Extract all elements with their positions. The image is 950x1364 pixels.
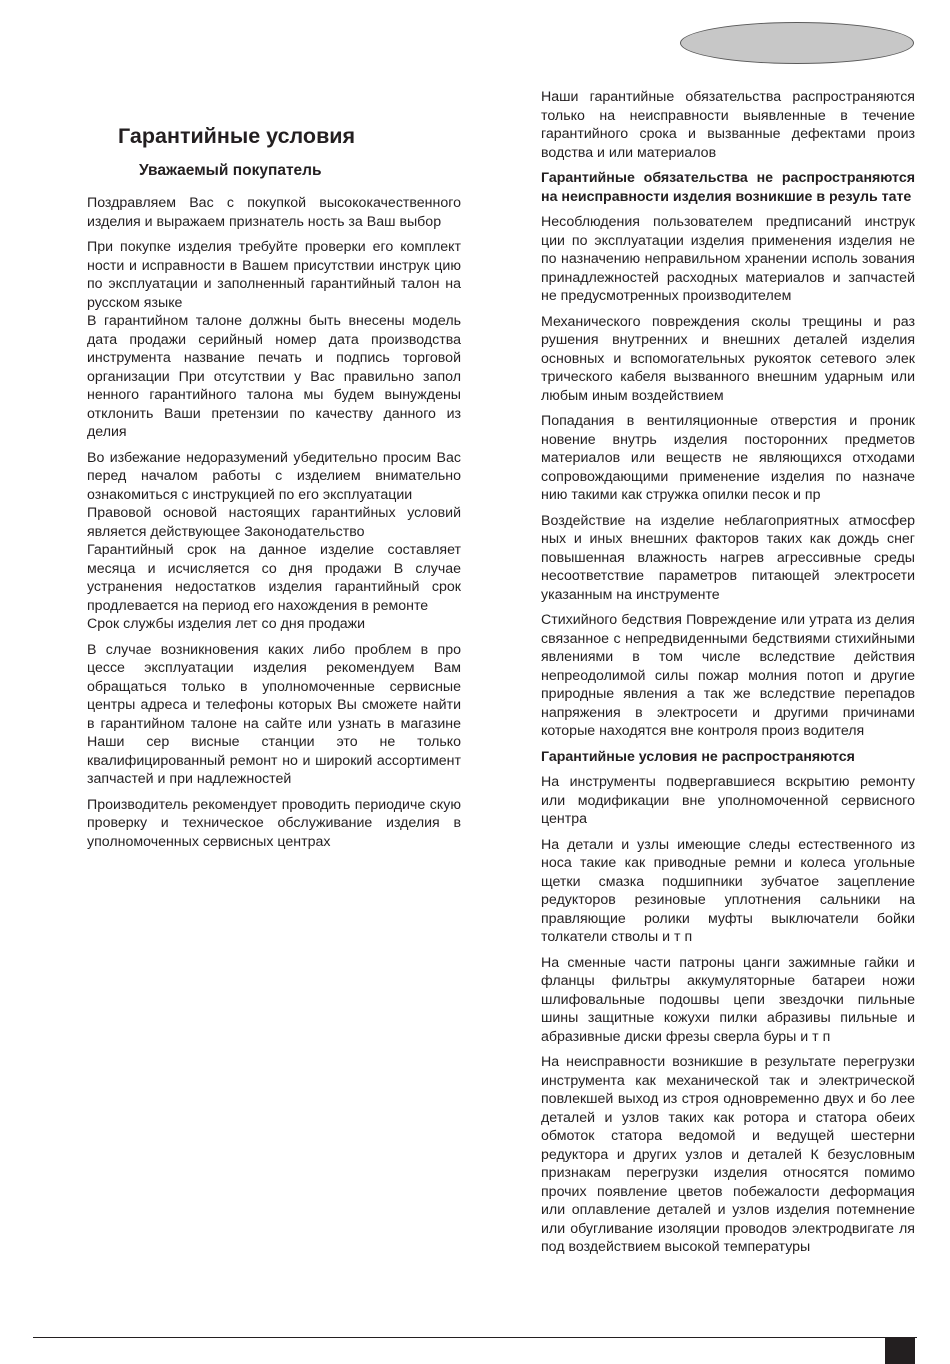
- greeting-subtitle: Уважаемый покупатель: [139, 162, 322, 179]
- page-title: Гарантийные условия: [118, 124, 356, 148]
- purchase-check-paragraph: При покупке изделия требуйте проверки его комплект ности и исправности в Вашем присутствии инструк цию по эксплуатации и заполненный гарантийный талон на русском языке: [87, 239, 461, 311]
- not-covered-heading: Гарантийные условия не распространяются: [541, 748, 855, 765]
- service-life-paragraph: Срок службы изделия лет со дня продажи: [87, 616, 366, 632]
- left-column: [87, 122, 461, 858]
- exclusion-natural-disaster: Стихийного бедствия Повреждение или утрата из делия связанное с непредвиденными бедствиями стихийными явлениями в том числе вследствие действия непреодолимой силы пожар молния потоп и другие природные явления а так же вследствие перепадов напряжения в электросети и другими причинами которые находятся вне контроля произ водителя: [541, 612, 915, 739]
- language-badge: [680, 22, 914, 64]
- exclusion-foreign-objects: Попадания в вентиляционные отверстия и проник новение внутрь изделия посторонних предметов материалов или веществ не являющихся отходами сопровождающими применение изделия по назначе нию такими как стружка опилки песок и пр: [541, 413, 915, 503]
- not-covered-overload: На неисправности возникшие в результате перегрузки инструмента как механической так и электрической повлекшей выход из строя одновременно двух и бо лее деталей и узлов таких как ротора и статора обеих обмоток статора ведомой и ведущей шестерни редуктора и других узлов и деталей К безусловным признакам перегрузки изделия относятся помимо прочих появление цветов побежалости деформация или оплавление деталей и узлов изделия потемнение или обугливание изоляции проводов электродвигате ля под воздействием высокой температуры: [541, 1054, 915, 1255]
- exclusion-environment: Воздействие на изделие неблагоприятных атмосфер ных и иных внешних факторов таких как дождь снег повышенная влажность нагрев агрессивные среды несоответствие параметров питающей электросети указанным на инструменте: [541, 512, 915, 603]
- right-column: [541, 88, 915, 1264]
- legal-basis-paragraph: Правовой основой настоящих гарантийных условий является действующее Законодательство: [87, 505, 461, 540]
- exclusion-misuse: Несоблюдения пользователем предписаний инструк ции по эксплуатации изделия применения изделия не по назначению неправильном хранении исполь зования принадлежностей расходных материалов и запчастей не предусмотренных производителем: [541, 214, 915, 304]
- warranty-period-paragraph: Гарантийный срок на данное изделие составляет месяца и исчисляется со дня продажи В случае устранения недостатков изделия гарантийный срок продлевается на период его нахождения в ремонте: [87, 542, 461, 614]
- warranty-card-paragraph: В гарантийном талоне должны быть внесены модель дата продажи серийный номер дата производства инструмента название печать и подпись торговой организации При отсутствии у Вас правильно запол ненного гарантийного талона мы будем вынуждены отклонить Ваши претензии по качеству данного из делия: [87, 313, 461, 440]
- congrats-paragraph: Поздравляем Вас с покупкой высококачественного изделия и выражаем признатель ность за Ваш выбор: [87, 195, 461, 230]
- read-manual-paragraph: Во избежание недоразумений убедительно просим Вас перед началом работы с изделием внимательно ознакомиться с инструкцией по его эксплуатации: [87, 449, 461, 503]
- maintenance-paragraph: Производитель рекомендует проводить периодиче скую проверку и техническое обслуживание изделия в уполномоченных сервисных центрах: [87, 796, 461, 850]
- coverage-paragraph: Наши гарантийные обязательства распространяются только на неисправности выявленные в течение гарантийного срока и вызванные дефектами произ водства и или материалов: [541, 89, 915, 161]
- not-covered-replaceable-parts: На сменные части патроны цанги зажимные гайки и фланцы фильтры аккумуляторные батареи ножи шлифовальные подошвы цепи звездочки пильные шины защитные кожухи пилки абразивы пильные и абразивные диски фрезы сверла буры и т п: [541, 954, 915, 1045]
- page-number-box: [885, 1337, 915, 1364]
- footer-divider: [33, 1337, 917, 1338]
- exclusion-mechanical-damage: Механического повреждения сколы трещины и раз рушения внутренних и внешних деталей изделия основных и вспомогательных рукояток сетевого элек трического кабеля вызванного внешним ударным или любым иным воздействием: [541, 313, 915, 404]
- not-covered-wear-parts: На детали и узлы имеющие следы естественного из носа такие как приводные ремни и колеса угольные щетки смазка подшипники зубчатое зацепление редукторов резиновые уплотнения сальники на правляющие ролики муфты выключатели бойки толкатели стволы и т п: [541, 836, 915, 945]
- exclusions-heading: Гарантийные обязательства не распространяются на неисправности изделия возникшие в резуль тате: [541, 170, 915, 205]
- not-covered-opened-tools: На инструменты подвергавшиеся вскрытию ремонту или модификации вне уполномоченной сервисного центра: [541, 774, 915, 827]
- service-centers-paragraph: В случае возникновения каких либо проблем в про цессе эксплуатации изделия рекомендуем Вам обращаться только в уполномоченные сервисные центры адреса и телефоны которых Вы сможете найти в гарантийном талоне на сайте или узнать в магазине Наши сер висные станции это не только квалифицированный ремонт но и широкий ассортимент запчастей и при надлежностей: [87, 641, 461, 787]
